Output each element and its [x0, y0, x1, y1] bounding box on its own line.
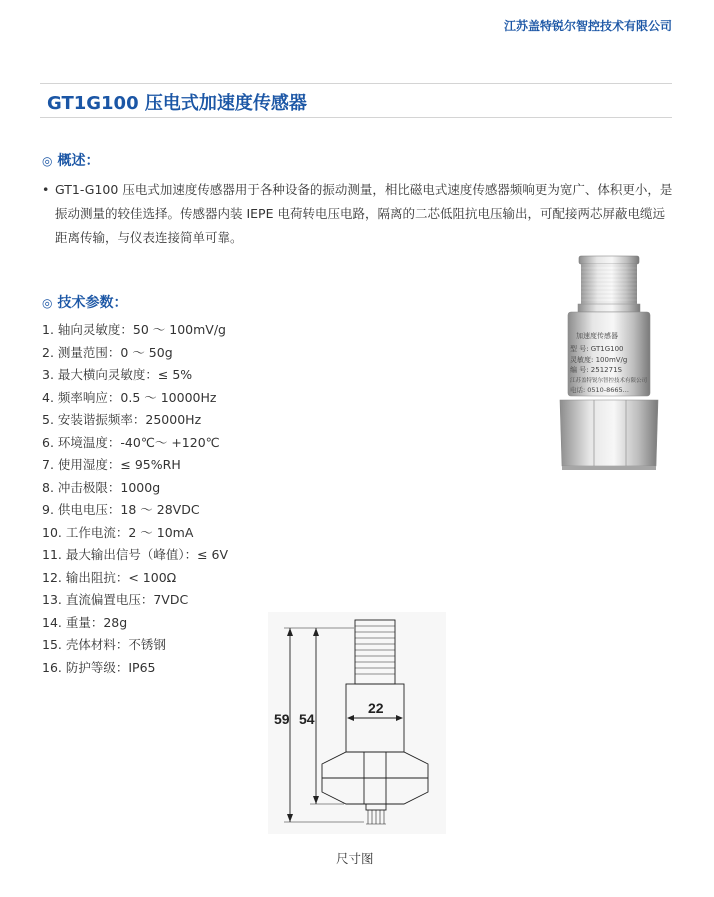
spec-item: 11. 最大输出信号（峰值）：≤ 6V [42, 547, 229, 562]
spec-item: 3. 最大横向灵敏度：≤ 5% [42, 367, 193, 382]
spec-item: 12. 输出阻抗：< 100Ω [42, 569, 177, 585]
spec-item: 13. 直流偏置电压：7VDC [42, 592, 189, 607]
bullet-icon: • [42, 182, 50, 197]
specs-list [42, 319, 228, 679]
page-title: GT1G100 压电式加速度传感器 [47, 93, 307, 114]
spec-item: 15. 壳体材料：不锈钢 [42, 637, 166, 652]
specs-heading [42, 292, 127, 312]
photo-label-line: 灵敏度: 100mV/g [570, 356, 628, 364]
photo-label-line: 江苏盖特锐尔智控技术有限公司 [570, 378, 648, 384]
circle-marker-icon: ◎ [42, 296, 53, 310]
dimension-drawing [268, 612, 446, 834]
spec-item: 14. 重量：28g [42, 614, 128, 630]
spec-item: 4. 频率响应：0.5 ～ 10000Hz [42, 389, 217, 405]
circle-marker-icon: ◎ [42, 154, 53, 168]
spec-item: 8. 冲击极限：1000g [42, 479, 161, 495]
spec-item: 10. 工作电流：2 ～ 10mA [42, 524, 194, 540]
overview-paragraph [42, 178, 674, 250]
dimension-59-label: 59 [274, 711, 290, 727]
photo-label-line: 电话: 0510-8665... [570, 386, 629, 394]
spec-item: 16. 防护等级：IP65 [42, 659, 156, 675]
photo-label-line: 加速度传感器 [576, 332, 618, 340]
overview-heading [42, 150, 99, 170]
overview-heading-label: 概述： [57, 153, 100, 169]
photo-label-line: 编 号: 251271S [570, 366, 622, 374]
title-bottom-rule [40, 117, 672, 118]
specs-heading-label: 技术参数： [57, 295, 128, 311]
dimension-54-label: 54 [299, 711, 315, 727]
title-top-rule [40, 83, 672, 84]
spec-item: 9. 供电电压：18 ～ 28VDC [42, 502, 200, 517]
photo-label-line: 型 号: GT1G100 [570, 345, 624, 353]
company-name: 江苏盖特锐尔智控技术有限公司 [503, 19, 672, 33]
spec-item: 6. 环境温度：-40℃～ +120℃ [42, 434, 220, 450]
sensor-product-photo [556, 252, 662, 474]
dimension-22-label: 22 [368, 700, 384, 716]
overview-text: GT1-G100 压电式加速度传感器用于各种设备的振动测量，相比磁电式速度传感器频响更为宽广、体积更小，是振动测量的较佳选择。传感器内装 IEPE 电荷转电压电路，隔离的二芯低阻抗电压输出，可配接两芯屏蔽电缆远距离传输，与仪表连接简单可靠。 [55, 182, 673, 245]
spec-item: 2. 测量范围：0 ～ 50g [42, 344, 173, 360]
drawing-caption: 尺寸图 [336, 851, 374, 866]
spec-item: 7. 使用湿度：≤ 95%RH [42, 457, 181, 472]
spec-item: 5. 安装谐振频率：25000Hz [42, 412, 202, 427]
spec-item: 1. 轴向灵敏度：50 ～ 100mV/g [42, 322, 226, 337]
